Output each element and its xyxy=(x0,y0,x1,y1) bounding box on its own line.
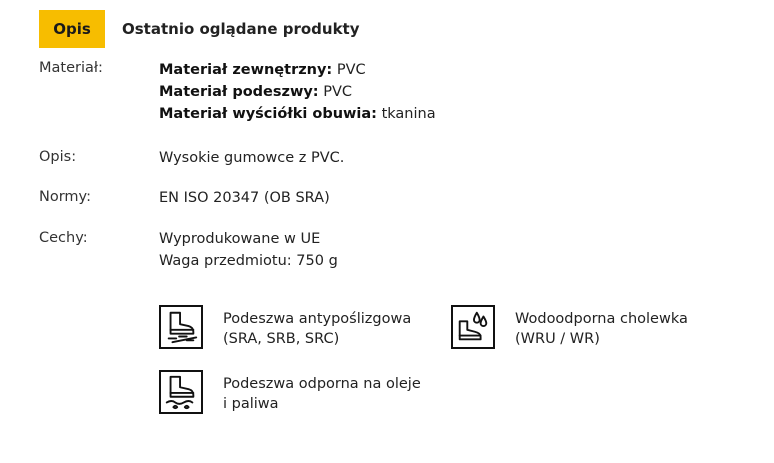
spec-value-material xyxy=(159,59,436,125)
feature-oil-resistant-line2: i paliwa xyxy=(223,396,279,412)
spec-value-cechy xyxy=(159,228,338,272)
cechy-line-2: Waga przedmiotu: 750 g xyxy=(159,253,338,269)
spec-value-opis: Wysokie gumowce z PVC. xyxy=(159,150,345,166)
tab-bar xyxy=(39,10,360,48)
feature-waterproof xyxy=(451,305,688,349)
feature-anti-slip-line1: Podeszwa antypoślizgowa xyxy=(223,311,412,327)
feature-waterproof-line2: (WRU / WR) xyxy=(515,331,600,347)
material-line-sole xyxy=(159,81,436,103)
spec-label-opis: Opis: xyxy=(39,149,77,165)
spec-value-normy: EN ISO 20347 (OB SRA) xyxy=(159,190,330,206)
oil-resistant-boot-icon xyxy=(159,370,203,414)
spec-label-material: Materiał: xyxy=(39,60,103,76)
feature-oil-resistant-line1: Podeszwa odporna na oleje xyxy=(223,376,421,392)
waterproof-boot-icon xyxy=(451,305,495,349)
material-line-outer xyxy=(159,59,436,81)
feature-anti-slip-line2: (SRA, SRB, SRC) xyxy=(223,331,340,347)
feature-oil-resistant-text xyxy=(223,374,421,414)
tab-recently-viewed[interactable]: Ostatnio oglądane produkty xyxy=(122,20,360,38)
feature-anti-slip-text xyxy=(223,309,411,349)
spec-label-cechy: Cechy: xyxy=(39,230,88,246)
feature-anti-slip xyxy=(159,305,411,349)
material-line-lining xyxy=(159,103,436,125)
material-value-lining: tkanina xyxy=(381,106,436,122)
spec-label-normy: Normy: xyxy=(39,189,91,205)
feature-oil-resistant xyxy=(159,370,421,414)
material-key-outer: Materiał zewnętrzny: xyxy=(159,62,333,78)
feature-waterproof-text xyxy=(515,309,688,349)
tab-opis[interactable]: Opis xyxy=(39,10,105,48)
material-value-sole: PVC xyxy=(323,84,352,100)
material-key-lining: Materiał wyściółki obuwia: xyxy=(159,106,377,122)
material-key-sole: Materiał podeszwy: xyxy=(159,84,319,100)
feature-waterproof-line1: Wodoodporna cholewka xyxy=(515,311,688,327)
material-value-outer: PVC xyxy=(336,62,366,78)
anti-slip-boot-icon xyxy=(159,305,203,349)
cechy-line-1: Wyprodukowane w UE xyxy=(159,231,321,247)
